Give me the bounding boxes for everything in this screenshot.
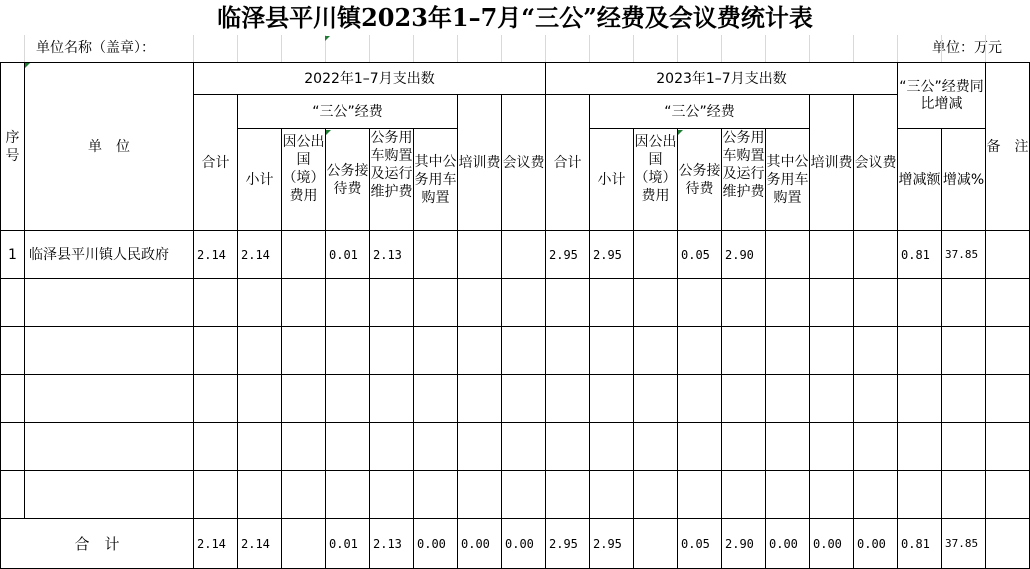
- table-row-empty: [1, 327, 1030, 375]
- cell-marker-icon: [25, 63, 30, 68]
- sum-2023-vehicle[interactable]: 2.90: [722, 519, 766, 569]
- empty-cell[interactable]: [722, 423, 766, 471]
- empty-cell[interactable]: [194, 471, 238, 519]
- empty-cell[interactable]: [282, 471, 326, 519]
- cell-yoy-amount[interactable]: 0.81: [898, 231, 942, 279]
- empty-cell[interactable]: [986, 375, 1030, 423]
- empty-cell[interactable]: [326, 471, 370, 519]
- header-sangong-2023[interactable]: “三公”经费: [590, 95, 810, 129]
- gridline: [985, 35, 986, 62]
- header-vehicle-purchase-2023[interactable]: 其中公务用车购置: [766, 129, 810, 231]
- empty-cell[interactable]: [634, 279, 678, 327]
- empty-cell[interactable]: [458, 279, 502, 327]
- cell-remark[interactable]: [986, 231, 1030, 279]
- empty-cell[interactable]: [282, 375, 326, 423]
- empty-cell[interactable]: [942, 375, 986, 423]
- empty-cell[interactable]: [854, 471, 898, 519]
- table-row-empty: [1, 375, 1030, 423]
- empty-cell[interactable]: [898, 471, 942, 519]
- empty-cell[interactable]: [546, 327, 590, 375]
- empty-cell[interactable]: [238, 375, 282, 423]
- empty-cell[interactable]: [766, 375, 810, 423]
- empty-cell[interactable]: [546, 375, 590, 423]
- header-abroad-2022[interactable]: 因公出国（境）费用: [282, 129, 326, 231]
- empty-cell[interactable]: [370, 279, 414, 327]
- empty-cell[interactable]: [854, 375, 898, 423]
- cell-marker-icon: [326, 130, 331, 135]
- gridline: [413, 35, 414, 62]
- empty-cell[interactable]: [898, 375, 942, 423]
- table-row-empty: [1, 471, 1030, 519]
- sum-2022-subtotal[interactable]: 2.14: [238, 519, 282, 569]
- empty-cell[interactable]: [678, 423, 722, 471]
- empty-cell[interactable]: [25, 279, 194, 327]
- gridline: [721, 35, 722, 62]
- empty-cell[interactable]: [986, 471, 1030, 519]
- gridline: [941, 35, 942, 62]
- empty-cell[interactable]: [942, 327, 986, 375]
- empty-cell[interactable]: [282, 423, 326, 471]
- table-row: [1, 231, 1030, 279]
- sum-yoy-amount[interactable]: 0.81: [898, 519, 942, 569]
- gridline: [897, 35, 898, 62]
- header-meeting-2022[interactable]: 会议费: [502, 95, 546, 231]
- empty-cell[interactable]: [194, 279, 238, 327]
- cell-2022-training[interactable]: [458, 231, 502, 279]
- summary-row: [1, 519, 1030, 569]
- empty-cell[interactable]: [590, 423, 634, 471]
- empty-cell[interactable]: [414, 471, 458, 519]
- empty-cell[interactable]: [942, 423, 986, 471]
- sum-2022-total[interactable]: 2.14: [194, 519, 238, 569]
- cell-2023-total[interactable]: 2.95: [546, 231, 590, 279]
- empty-cell[interactable]: [25, 471, 194, 519]
- empty-cell[interactable]: [194, 327, 238, 375]
- empty-cell[interactable]: [1, 279, 25, 327]
- empty-cell[interactable]: [810, 423, 854, 471]
- gridline: [24, 35, 25, 62]
- empty-cell[interactable]: [546, 471, 590, 519]
- empty-cell[interactable]: [766, 327, 810, 375]
- cell-2022-subtotal[interactable]: 2.14: [238, 231, 282, 279]
- gridline: [589, 35, 590, 62]
- header-reception-2023[interactable]: 公务接待费: [678, 129, 722, 231]
- empty-cell[interactable]: [678, 279, 722, 327]
- empty-cell[interactable]: [854, 279, 898, 327]
- empty-cell[interactable]: [370, 423, 414, 471]
- gridline: [545, 35, 546, 62]
- header-vehicle-purchase-2022[interactable]: 其中公务用车购置: [414, 129, 458, 231]
- gridline: [501, 35, 502, 62]
- empty-cell[interactable]: [458, 471, 502, 519]
- empty-cell[interactable]: [326, 375, 370, 423]
- empty-cell[interactable]: [590, 327, 634, 375]
- header-total-2023[interactable]: 合计: [546, 95, 590, 231]
- empty-cell[interactable]: [854, 423, 898, 471]
- sum-2023-vehicle-purchase[interactable]: 0.00: [766, 519, 810, 569]
- header-seq[interactable]: 序号: [1, 63, 25, 231]
- empty-cell[interactable]: [414, 423, 458, 471]
- empty-cell[interactable]: [678, 471, 722, 519]
- sum-2022-abroad[interactable]: [282, 519, 326, 569]
- cell-2023-abroad[interactable]: [634, 231, 678, 279]
- empty-cell[interactable]: [458, 423, 502, 471]
- header-yoy-pct[interactable]: 增减%: [942, 129, 986, 231]
- sum-2022-reception[interactable]: 0.01: [326, 519, 370, 569]
- header-period-2022[interactable]: 2022年1–7月支出数: [194, 63, 546, 95]
- empty-cell[interactable]: [326, 423, 370, 471]
- sum-2022-vehicle[interactable]: 2.13: [370, 519, 414, 569]
- empty-cell[interactable]: [502, 471, 546, 519]
- header-yoy-amount[interactable]: 增减额: [898, 129, 942, 231]
- empty-cell[interactable]: [326, 279, 370, 327]
- expense-table: [0, 62, 1030, 569]
- cell-2023-vehicle[interactable]: 2.90: [722, 231, 766, 279]
- gridline: [765, 35, 766, 62]
- cell-seq[interactable]: 1: [1, 231, 25, 279]
- empty-cell[interactable]: [1, 375, 25, 423]
- header-vehicle-2022[interactable]: 公务用车购置及运行维护费: [370, 129, 414, 231]
- gridline: [457, 35, 458, 62]
- sum-2022-vehicle-purchase[interactable]: 0.00: [414, 519, 458, 569]
- empty-cell[interactable]: [414, 327, 458, 375]
- empty-cell[interactable]: [590, 375, 634, 423]
- empty-cell[interactable]: [194, 375, 238, 423]
- empty-cell[interactable]: [414, 279, 458, 327]
- header-vehicle-2023[interactable]: 公务用车购置及运行维护费: [722, 129, 766, 231]
- header-subtotal-2022[interactable]: 小计: [238, 129, 282, 231]
- header-training-2023[interactable]: 培训费: [810, 95, 854, 231]
- cell-2022-meeting[interactable]: [502, 231, 546, 279]
- empty-cell[interactable]: [238, 471, 282, 519]
- empty-cell[interactable]: [722, 471, 766, 519]
- empty-cell[interactable]: [854, 327, 898, 375]
- cell-2023-vehicle-purchase[interactable]: [766, 231, 810, 279]
- empty-cell[interactable]: [898, 279, 942, 327]
- header-period-2023[interactable]: 2023年1–7月支出数: [546, 63, 898, 95]
- empty-cell[interactable]: [370, 471, 414, 519]
- cell-2022-reception[interactable]: 0.01: [326, 231, 370, 279]
- header-yoy[interactable]: “三公”经费同比增减: [898, 63, 986, 129]
- empty-cell[interactable]: [590, 279, 634, 327]
- empty-cell[interactable]: [986, 327, 1030, 375]
- empty-cell[interactable]: [766, 471, 810, 519]
- empty-cell[interactable]: [502, 327, 546, 375]
- empty-cell[interactable]: [502, 423, 546, 471]
- empty-cell[interactable]: [282, 279, 326, 327]
- empty-cell[interactable]: [282, 327, 326, 375]
- table-row-empty: [1, 279, 1030, 327]
- empty-cell[interactable]: [458, 327, 502, 375]
- empty-cell[interactable]: [678, 375, 722, 423]
- empty-cell[interactable]: [722, 279, 766, 327]
- gridline: [853, 35, 854, 62]
- unit-name-label: 单位名称（盖章）：: [36, 40, 155, 56]
- empty-cell[interactable]: [810, 327, 854, 375]
- gridline: [677, 35, 678, 62]
- empty-cell[interactable]: [722, 375, 766, 423]
- empty-cell[interactable]: [634, 375, 678, 423]
- empty-cell[interactable]: [722, 327, 766, 375]
- empty-cell[interactable]: [678, 327, 722, 375]
- gridline: [809, 35, 810, 62]
- empty-cell[interactable]: [414, 375, 458, 423]
- sum-2023-training[interactable]: 0.00: [810, 519, 854, 569]
- sum-2023-reception[interactable]: 0.05: [678, 519, 722, 569]
- header-abroad-2023[interactable]: 因公出国（境）费用: [634, 129, 678, 231]
- empty-cell[interactable]: [25, 375, 194, 423]
- cell-2023-meeting[interactable]: [854, 231, 898, 279]
- cell-2022-total[interactable]: 2.14: [194, 231, 238, 279]
- cell-unit[interactable]: 临泽县平川镇人民政府: [25, 231, 194, 279]
- cell-marker-icon: [678, 130, 683, 135]
- header-subtotal-2023[interactable]: 小计: [590, 129, 634, 231]
- cell-yoy-pct[interactable]: 37.85: [942, 231, 986, 279]
- cell-2023-reception[interactable]: 0.05: [678, 231, 722, 279]
- gridline: [193, 35, 194, 62]
- empty-cell[interactable]: [766, 279, 810, 327]
- empty-cell[interactable]: [986, 279, 1030, 327]
- empty-cell[interactable]: [590, 471, 634, 519]
- sum-2023-total[interactable]: 2.95: [546, 519, 590, 569]
- cell-2023-training[interactable]: [810, 231, 854, 279]
- empty-cell[interactable]: [238, 279, 282, 327]
- gridline: [237, 35, 238, 62]
- gridline: [281, 35, 282, 62]
- empty-cell[interactable]: [1, 423, 25, 471]
- header-total-2022[interactable]: 合计: [194, 95, 238, 231]
- empty-cell[interactable]: [370, 375, 414, 423]
- header-meeting-2023[interactable]: 会议费: [854, 95, 898, 231]
- empty-cell[interactable]: [546, 423, 590, 471]
- empty-cell[interactable]: [986, 423, 1030, 471]
- cell-marker-icon: [325, 36, 330, 41]
- empty-cell[interactable]: [1, 327, 25, 375]
- empty-cell[interactable]: [194, 423, 238, 471]
- empty-cell[interactable]: [370, 327, 414, 375]
- sum-2022-meeting[interactable]: 0.00: [502, 519, 546, 569]
- empty-cell[interactable]: [238, 423, 282, 471]
- empty-cell[interactable]: [634, 423, 678, 471]
- header-sangong-2022[interactable]: “三公”经费: [238, 95, 458, 129]
- empty-cell[interactable]: [326, 327, 370, 375]
- header-unit[interactable]: 单 位: [25, 63, 194, 231]
- empty-cell[interactable]: [25, 327, 194, 375]
- header-remark[interactable]: 备 注: [986, 63, 1030, 231]
- empty-cell[interactable]: [810, 471, 854, 519]
- sum-remark[interactable]: [986, 519, 1030, 569]
- gridline: [633, 35, 634, 62]
- empty-cell[interactable]: [25, 423, 194, 471]
- cell-2022-vehicle-purchase[interactable]: [414, 231, 458, 279]
- empty-cell[interactable]: [898, 423, 942, 471]
- cell-2023-subtotal[interactable]: 2.95: [590, 231, 634, 279]
- gridline: [369, 35, 370, 62]
- empty-cell[interactable]: [238, 327, 282, 375]
- empty-cell[interactable]: [458, 375, 502, 423]
- empty-cell[interactable]: [942, 471, 986, 519]
- currency-unit-label: 单位：万元: [932, 40, 1002, 56]
- sum-2023-meeting[interactable]: 0.00: [854, 519, 898, 569]
- empty-cell[interactable]: [942, 279, 986, 327]
- empty-cell[interactable]: [810, 279, 854, 327]
- table-row-empty: [1, 423, 1030, 471]
- empty-cell[interactable]: [634, 471, 678, 519]
- header-training-2022[interactable]: 培训费: [458, 95, 502, 231]
- empty-cell[interactable]: [810, 375, 854, 423]
- sum-yoy-pct[interactable]: 37.85: [942, 519, 986, 569]
- empty-cell[interactable]: [766, 423, 810, 471]
- empty-cell[interactable]: [898, 327, 942, 375]
- empty-cell[interactable]: [546, 279, 590, 327]
- empty-cell[interactable]: [502, 375, 546, 423]
- sum-2023-abroad[interactable]: [634, 519, 678, 569]
- page-title: 临泽县平川镇2023年1–7月“三公”经费及会议费统计表: [217, 3, 813, 32]
- empty-cell[interactable]: [634, 327, 678, 375]
- empty-cell[interactable]: [502, 279, 546, 327]
- header-reception-2022[interactable]: 公务接待费: [326, 129, 370, 231]
- sum-2023-subtotal[interactable]: 2.95: [590, 519, 634, 569]
- cell-2022-abroad[interactable]: [282, 231, 326, 279]
- summary-label[interactable]: 合 计: [1, 519, 194, 569]
- empty-cell[interactable]: [1, 471, 25, 519]
- sum-2022-training[interactable]: 0.00: [458, 519, 502, 569]
- cell-2022-vehicle[interactable]: 2.13: [370, 231, 414, 279]
